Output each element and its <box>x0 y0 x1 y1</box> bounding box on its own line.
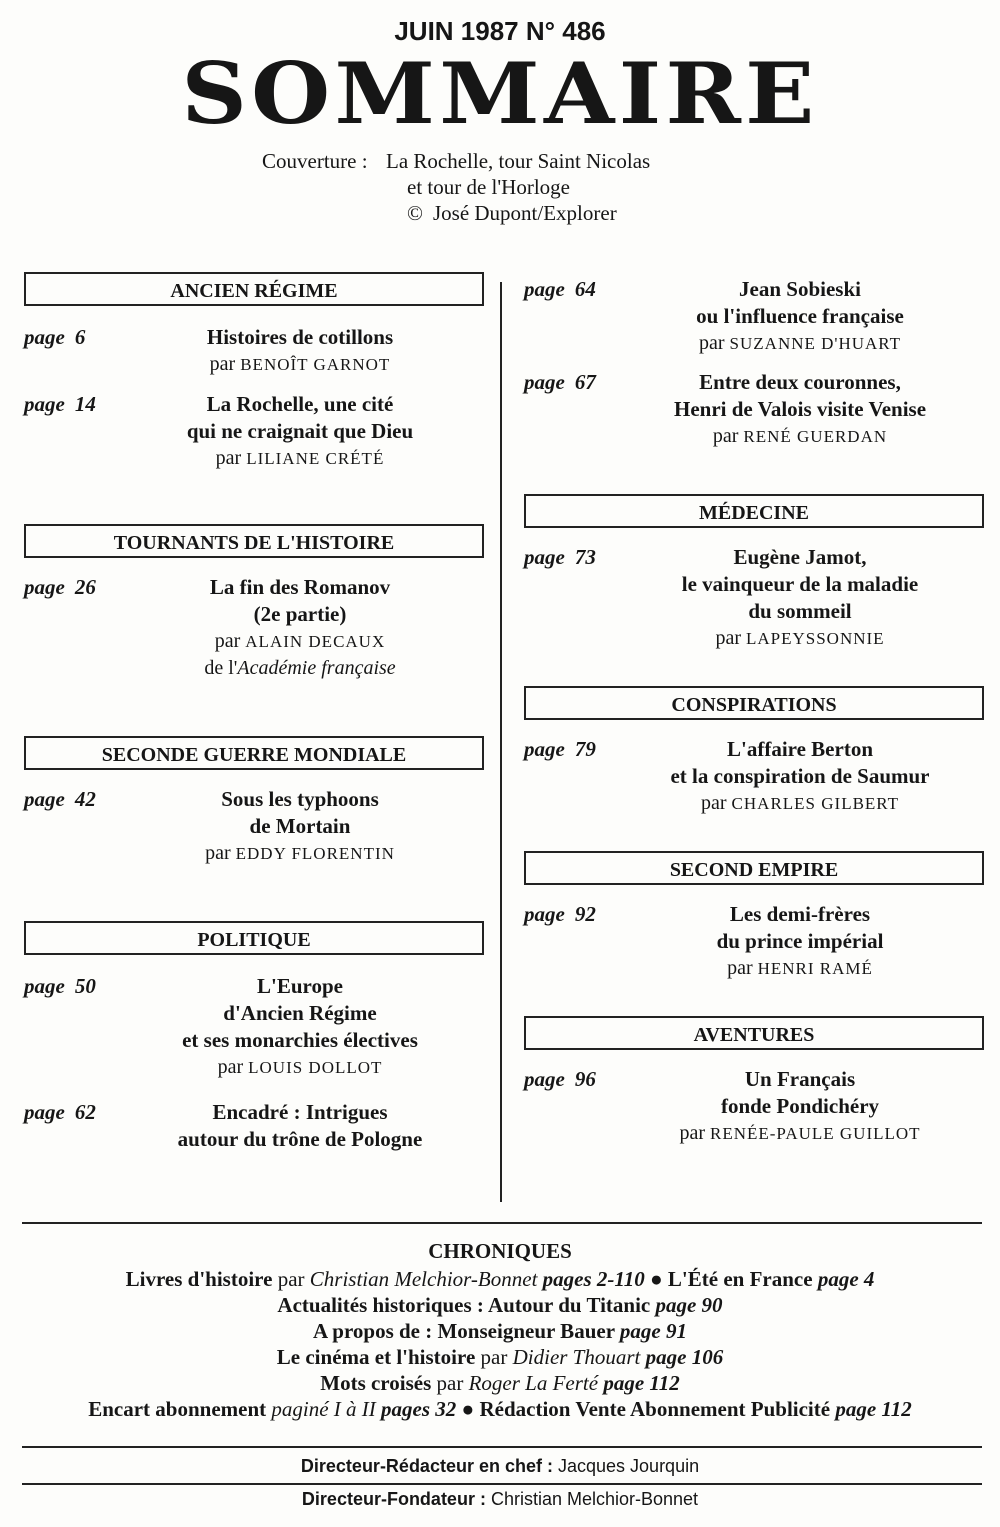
page-word: page <box>524 277 565 301</box>
page-title: SOMMAIRE <box>181 44 819 143</box>
page-ref <box>524 901 596 928</box>
page-number: 14 <box>74 392 96 416</box>
entry-author <box>130 628 470 655</box>
page-word: page <box>24 1100 65 1124</box>
chron-line-1 <box>0 1266 1000 1292</box>
entry-title-3: du sommeil <box>748 599 852 623</box>
entry-title-2: Henri de Valois visite Venise <box>673 397 927 421</box>
entry-author <box>130 351 470 378</box>
author-name: BENOÎT GARNOT <box>240 355 391 374</box>
entry-title-2: ou l'influence française <box>696 304 904 328</box>
chron-line-3 <box>0 1318 1000 1344</box>
entry-title: Entre deux couronnes, <box>699 370 901 394</box>
page-number: 79 <box>574 737 596 761</box>
bullet-icon: ● <box>649 1267 663 1291</box>
chron-pages: page 112 <box>603 1371 680 1395</box>
section-medecine: MÉDECINE <box>524 494 984 528</box>
entry-title: Sous les typhoons <box>221 787 379 811</box>
par-word: par <box>215 447 242 469</box>
author-name: RENÉ GUERDAN <box>743 427 888 446</box>
toc-entry <box>20 786 490 867</box>
author-affiliation <box>130 655 470 682</box>
cover-credit <box>262 148 650 226</box>
column-divider <box>500 282 502 1202</box>
author-name: EDDY FLORENTIN <box>235 844 395 863</box>
page-number: 42 <box>74 787 96 811</box>
chron-pages: pages 32 <box>381 1397 457 1421</box>
par-word: par <box>679 1122 705 1144</box>
page-word: page <box>524 737 565 761</box>
page-ref <box>24 786 96 813</box>
toc-entry <box>520 736 990 817</box>
page-word: page <box>524 1067 565 1091</box>
entry-title-2: du prince impérial <box>716 929 884 953</box>
page-number: 73 <box>574 545 596 569</box>
chron-author: Christian Melchior-Bonnet <box>309 1267 538 1291</box>
entry-title-3: et ses monarchies électives <box>182 1028 418 1052</box>
toc-entry <box>20 574 490 682</box>
chron-author: Roger La Ferté <box>468 1371 599 1395</box>
page-ref <box>524 369 596 396</box>
entry-author <box>630 625 970 652</box>
entry-title: Les demi-frères <box>729 902 871 926</box>
entry-title: Histoires de cotillons <box>206 325 394 349</box>
page-ref <box>24 574 96 601</box>
page-ref <box>24 973 96 1000</box>
chron-text: Encart abonnement <box>88 1397 267 1421</box>
page-ref <box>24 324 85 351</box>
page-number: 92 <box>574 902 596 926</box>
cover-line-1 <box>262 148 650 174</box>
page-ref <box>524 1066 596 1093</box>
chron-pages: page 112 <box>835 1397 912 1421</box>
rule-top-chroniques <box>22 1222 982 1224</box>
chron-pages: page 90 <box>655 1293 723 1317</box>
chron-line-5 <box>0 1370 1000 1396</box>
par-word: par <box>715 627 741 649</box>
credit-name: Jacques Jourquin <box>558 1456 700 1476</box>
academie: Académie française <box>237 657 396 679</box>
cover-text-1: La Rochelle, tour Saint Nicolas <box>386 149 651 173</box>
entry-author <box>630 330 970 357</box>
chron-text: Le cinéma et l'histoire <box>276 1345 476 1369</box>
chron-text: Actualités historiques : Autour du Titanic <box>277 1293 651 1317</box>
entry-author <box>630 790 970 817</box>
entry-title-2: d'Ancien Régime <box>223 1001 377 1025</box>
chroniques-block <box>0 1236 1000 1422</box>
par-word: par <box>214 630 241 652</box>
author-name: LOUIS DOLLOT <box>248 1058 383 1077</box>
chron-line-6 <box>0 1396 1000 1422</box>
chron-text: A propos de : Monseigneur Bauer <box>313 1319 615 1343</box>
chron-line-4 <box>0 1344 1000 1370</box>
toc-entry <box>20 324 490 378</box>
section-second-empire: SECOND EMPIRE <box>524 851 984 885</box>
entry-author <box>630 1120 970 1147</box>
author-name: RENÉE-PAULE GUILLOT <box>710 1124 921 1143</box>
page-number: 62 <box>74 1100 96 1124</box>
author-name: ALAIN DECAUX <box>245 632 386 651</box>
right-column <box>520 272 990 1147</box>
toc-entry <box>520 544 990 652</box>
rule-credits-1 <box>22 1446 982 1448</box>
chron-pages: page 91 <box>619 1319 687 1343</box>
entry-author <box>130 840 470 867</box>
chron-par: par <box>277 1267 305 1291</box>
entry-title-2: de Mortain <box>249 814 351 838</box>
section-ancien-regime: ANCIEN RÉGIME <box>24 272 484 306</box>
page-word: page <box>24 325 65 349</box>
section-aventures: AVENTURES <box>524 1016 984 1050</box>
chron-pagination: paginé I à II <box>271 1397 376 1421</box>
entry-title: Encadré : Intrigues <box>212 1100 388 1124</box>
entry-title: L'Europe <box>257 974 343 998</box>
credit-line-1 <box>0 1456 1000 1477</box>
author-name: CHARLES GILBERT <box>731 794 899 813</box>
entry-title-2: (2e partie) <box>253 602 347 626</box>
bullet-icon: ● <box>461 1397 475 1421</box>
entry-author <box>630 423 970 450</box>
chron-pages: page 106 <box>645 1345 724 1369</box>
page-number: 6 <box>74 325 86 349</box>
entry-title-2: qui ne craignait que Dieu <box>186 419 414 443</box>
page-word: page <box>524 902 565 926</box>
section-seconde-guerre: SECONDE GUERRE MONDIALE <box>24 736 484 770</box>
entry-author <box>130 1054 470 1081</box>
par-word: par <box>701 792 727 814</box>
credit-line-2 <box>0 1489 1000 1510</box>
toc-entry <box>520 276 990 357</box>
entry-title: Eugène Jamot, <box>733 545 867 569</box>
chron-text: Rédaction Vente Abonnement Publicité <box>479 1397 831 1421</box>
page-word: page <box>24 392 65 416</box>
par-word: par <box>727 957 753 979</box>
section-conspirations: CONSPIRATIONS <box>524 686 984 720</box>
chron-pages: pages 2-110 <box>542 1267 645 1291</box>
chron-text: Livres d'histoire <box>125 1267 273 1291</box>
cover-label: Couverture : <box>262 149 368 173</box>
page-word: page <box>524 370 565 394</box>
page-ref <box>24 1099 96 1126</box>
page-number: 64 <box>574 277 596 301</box>
chroniques-heading: CHRONIQUES <box>428 1239 572 1263</box>
entry-title-2: autour du trône de Pologne <box>177 1127 423 1151</box>
author-name: LAPEYSSONNIE <box>745 629 885 648</box>
rule-credits-2 <box>22 1483 982 1485</box>
toc-entry <box>520 901 990 982</box>
page-ref <box>524 276 596 303</box>
page-ref <box>524 544 596 571</box>
page-word: page <box>524 545 565 569</box>
page-number: 67 <box>574 370 596 394</box>
de-word: de l' <box>204 657 238 679</box>
author-name: HENRI RAMÉ <box>757 959 873 978</box>
issue-line: JUIN 1987 N° 486 <box>394 16 606 46</box>
credit-label: Directeur-Fondateur : <box>301 1489 486 1509</box>
chron-text: Mots croisés <box>320 1371 432 1395</box>
chron-par: par <box>436 1371 464 1395</box>
chron-pages: page 4 <box>817 1267 875 1291</box>
toc-entry <box>520 1066 990 1147</box>
page-word: page <box>24 575 65 599</box>
credit-label: Directeur-Rédacteur en chef : <box>300 1456 553 1476</box>
entry-title-2: et la conspiration de Saumur <box>670 764 930 788</box>
toc-entry <box>20 973 490 1081</box>
entry-title-2: fonde Pondichéry <box>720 1094 880 1118</box>
par-word: par <box>205 842 231 864</box>
chron-par: par <box>480 1345 508 1369</box>
cover-line-3 <box>262 200 650 226</box>
toc-entry <box>20 391 490 472</box>
page-number: 50 <box>74 974 96 998</box>
entry-author <box>130 445 470 472</box>
entry-title: Un Français <box>744 1067 856 1091</box>
entry-title: La Rochelle, une cité <box>206 392 394 416</box>
par-word: par <box>699 332 725 354</box>
chron-text: L'Été en France <box>667 1267 813 1291</box>
par-word: par <box>712 425 739 447</box>
toc-entry <box>520 369 990 450</box>
entry-title-2: le vainqueur de la maladie <box>681 572 919 596</box>
page-ref <box>524 736 596 763</box>
section-politique: POLITIQUE <box>24 921 484 955</box>
entry-title: L'affaire Berton <box>727 737 873 761</box>
cover-text-3: José Dupont/Explorer <box>432 201 617 225</box>
entry-title: Jean Sobieski <box>739 277 861 301</box>
page-number: 26 <box>74 575 96 599</box>
page-word: page <box>24 974 65 998</box>
left-column <box>20 272 490 1153</box>
copyright-symbol: © <box>407 201 423 225</box>
par-word: par <box>209 353 236 375</box>
par-word: par <box>217 1056 244 1078</box>
cover-text-2: et tour de l'Horloge <box>407 175 570 199</box>
section-tournants: TOURNANTS DE L'HISTOIRE <box>24 524 484 558</box>
chron-author: Didier Thouart <box>512 1345 641 1369</box>
credit-name: Christian Melchior-Bonnet <box>490 1489 699 1509</box>
page-word: page <box>24 787 65 811</box>
author-name: SUZANNE D'HUART <box>729 334 901 353</box>
toc-entry <box>20 1099 490 1153</box>
author-name: LILIANE CRÉTÉ <box>246 449 385 468</box>
chron-line-2 <box>0 1292 1000 1318</box>
page-ref <box>24 391 96 418</box>
entry-title: La fin des Romanov <box>209 575 391 599</box>
page-number: 96 <box>574 1067 596 1091</box>
entry-author <box>630 955 970 982</box>
